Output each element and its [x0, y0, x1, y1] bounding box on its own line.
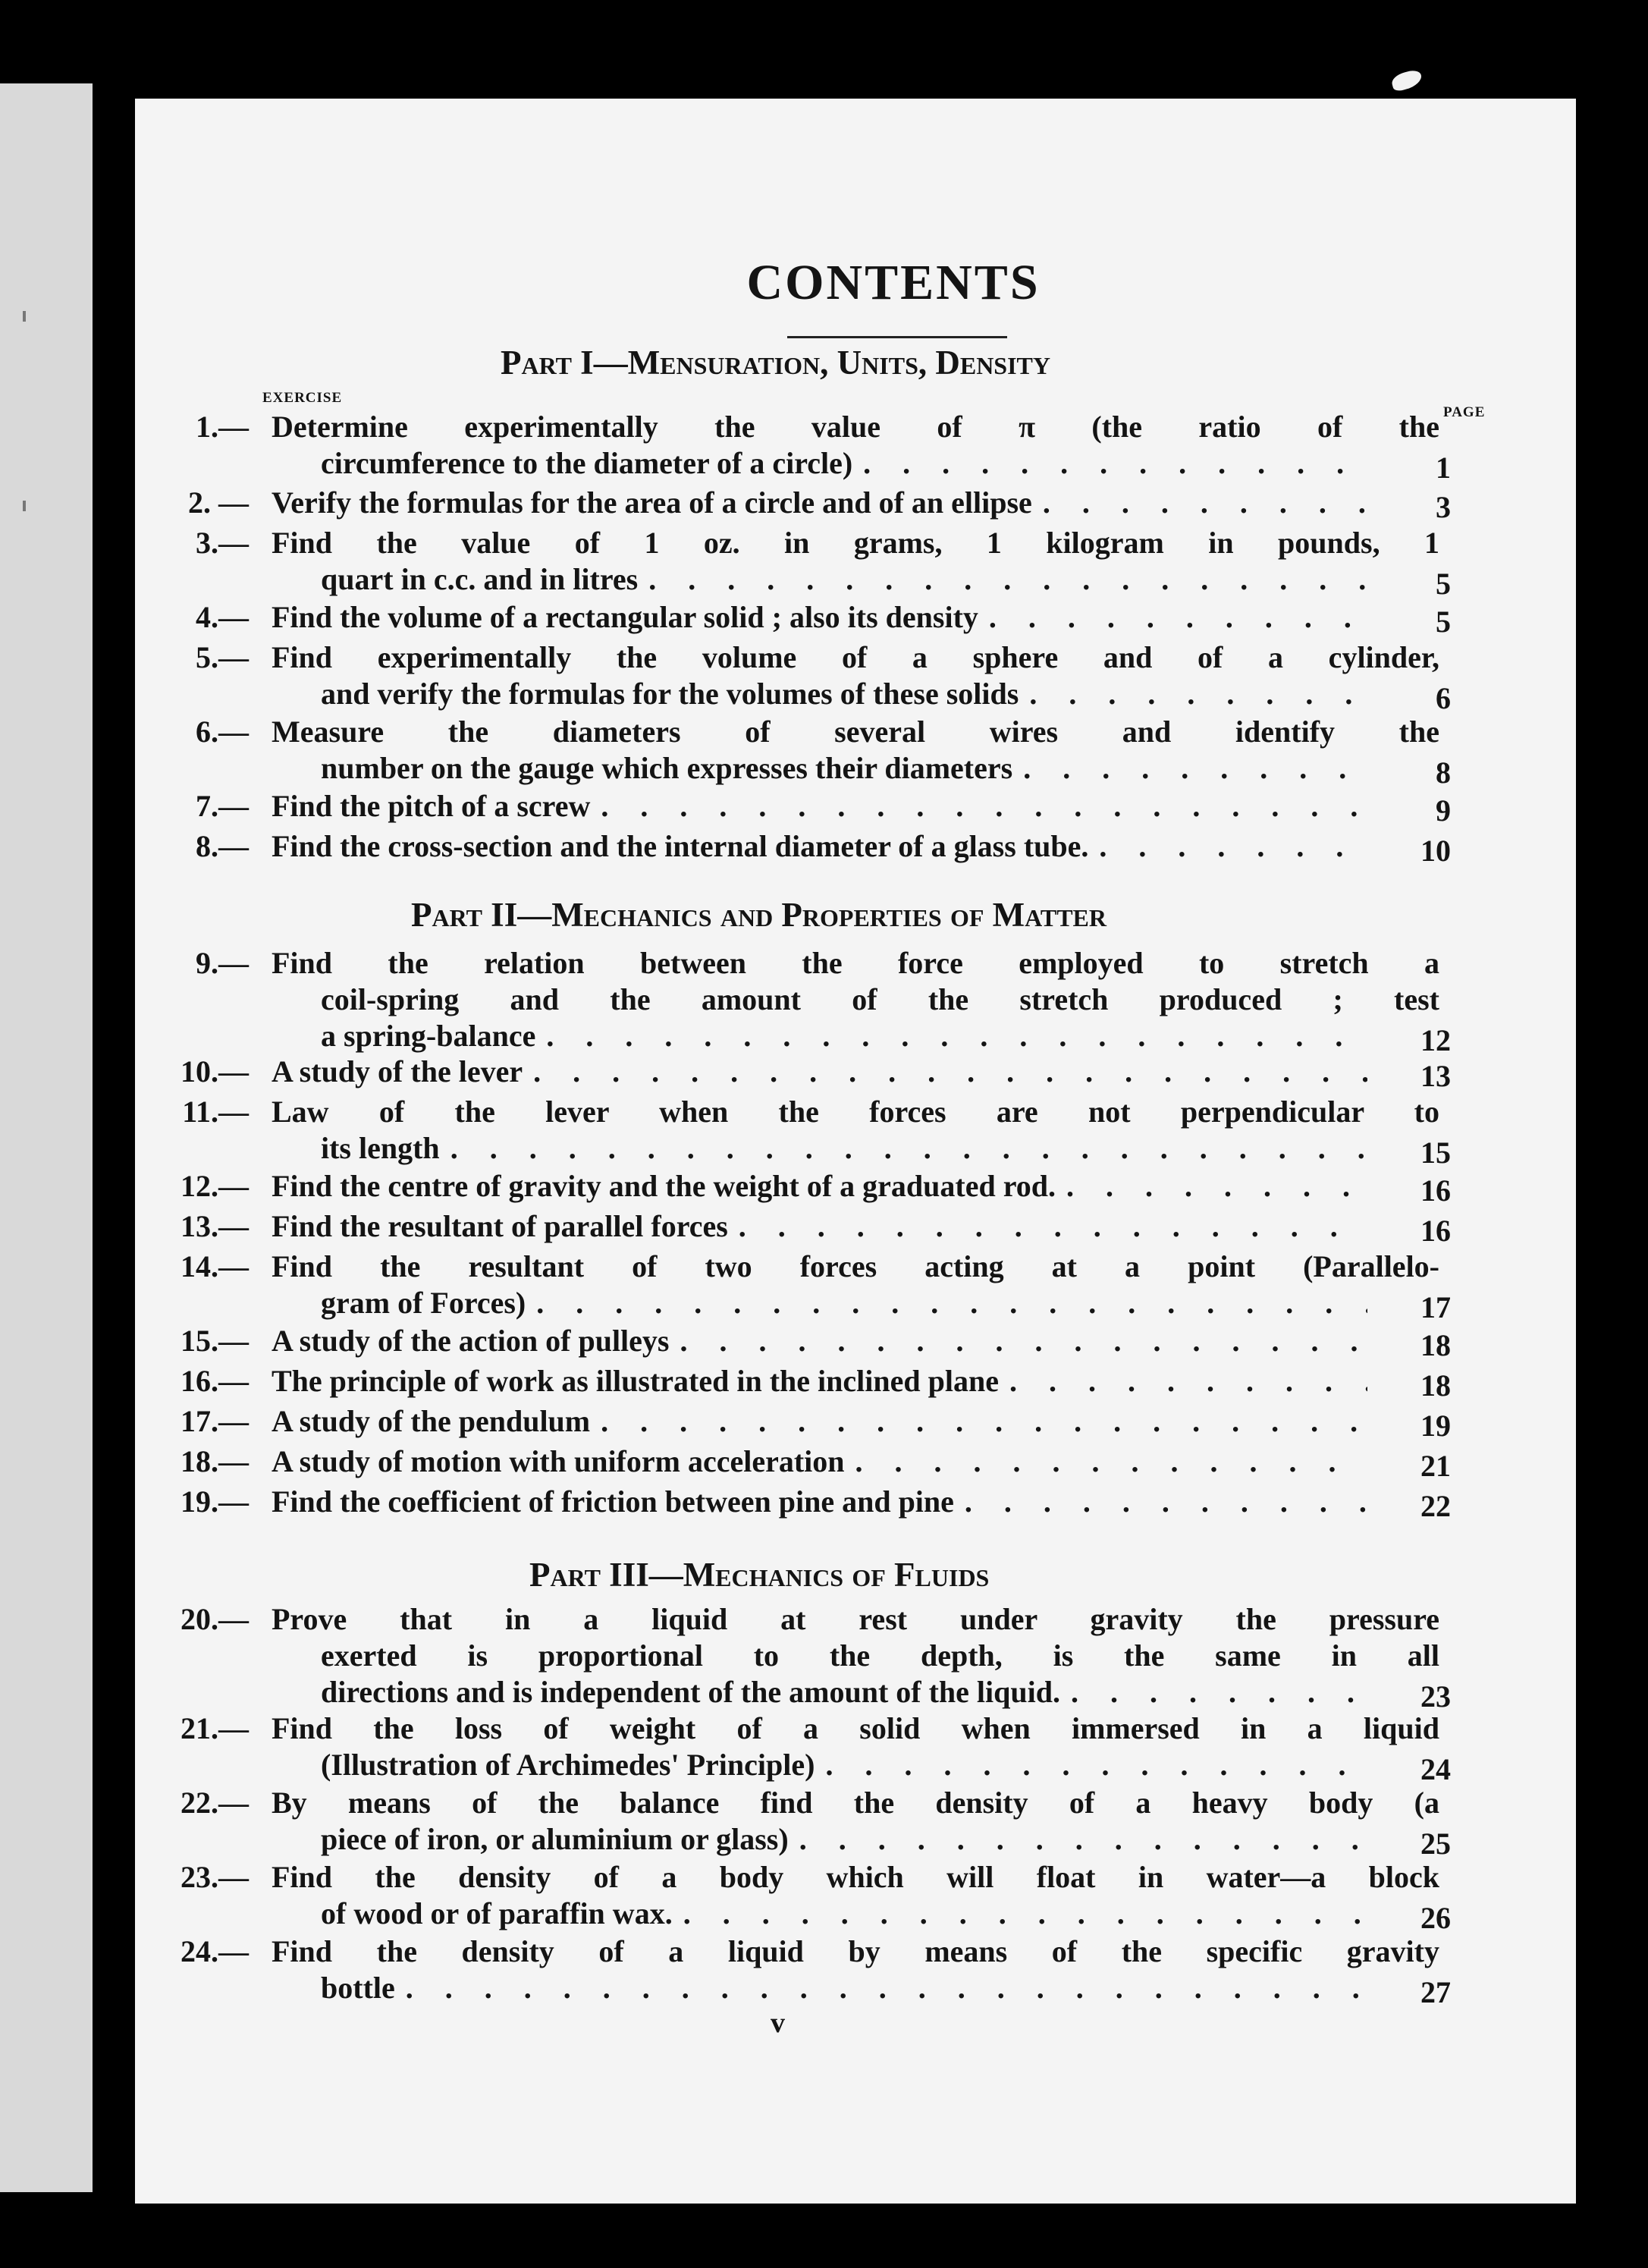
exercise-number: 19.—	[180, 1484, 249, 1519]
exercise-number: 1.—	[196, 410, 249, 444]
toc-entry	[135, 1483, 1576, 1604]
page-number-ref: 19	[1420, 1409, 1451, 1443]
exercise-number: 7.—	[196, 789, 249, 823]
entry-line: Prove that in a liquid at rest under gravity the pressure	[272, 1602, 1439, 1636]
leader-dots	[815, 1746, 1367, 1784]
entry-line	[321, 749, 1367, 787]
entry-line: Measure the diameters of several wires and identify the	[272, 715, 1439, 749]
leader-dots	[590, 787, 1367, 825]
page-number-ref: 17	[1420, 1290, 1451, 1324]
entry-line	[321, 1673, 1367, 1711]
entry-line	[321, 1017, 1367, 1055]
entry-line: Find experimentally the volume of a sphere and of a cylinder,	[272, 640, 1439, 674]
exercise-number: 20.—	[180, 1602, 249, 1636]
entry-text: and verify the formulas for the volumes of these solids	[321, 677, 1019, 711]
leader-dots	[1019, 675, 1367, 713]
entry-line	[272, 1053, 1367, 1091]
page-number-ref: 18	[1420, 1328, 1451, 1362]
entry-line	[321, 1895, 1367, 1933]
page-number-ref: 8	[1436, 755, 1451, 790]
entry-text: a spring-balance	[321, 1019, 536, 1053]
entry-line	[321, 1284, 1367, 1322]
entry-text: Find the resultant of parallel forces	[272, 1209, 728, 1243]
page-number-ref: 6	[1436, 681, 1451, 715]
exercise-number: 6.—	[196, 715, 249, 749]
page-number-ref: 5	[1436, 567, 1451, 601]
exercise-number: 18.—	[180, 1444, 249, 1478]
page-number-ref: 25	[1420, 1827, 1451, 1861]
entry-text: gram of Forces)	[321, 1286, 526, 1320]
exercise-number: 21.—	[180, 1711, 249, 1745]
entry-line	[321, 1129, 1367, 1167]
exercise-number: 4.—	[196, 600, 249, 634]
exercise-number: 9.—	[196, 946, 249, 980]
exercise-number: 3.—	[196, 526, 249, 560]
page-number-ref: 16	[1420, 1214, 1451, 1248]
scan-speck	[1390, 68, 1424, 93]
entry-line: Determine experimentally the value of π (the ratio of the	[272, 410, 1439, 444]
leader-dots	[978, 598, 1367, 636]
entry-line	[272, 828, 1367, 865]
exercise-number: 10.—	[180, 1054, 249, 1088]
leader-dots	[852, 444, 1367, 482]
page-number-ref: 23	[1420, 1679, 1451, 1714]
leader-dots	[1056, 1167, 1367, 1205]
leader-dots	[523, 1053, 1367, 1091]
margin-mark	[23, 311, 26, 322]
exercise-number: 13.—	[180, 1209, 249, 1243]
entry-text: Find the cross-section and the internal diameter of a glass tube.	[272, 829, 1089, 863]
exercise-number: 14.—	[180, 1249, 249, 1283]
entry-line: Find the loss of weight of a solid when immersed in a liquid	[272, 1711, 1439, 1745]
entry-line: By means of the balance find the density of a heavy body (a	[272, 1786, 1439, 1820]
exercise-number: 8.—	[196, 829, 249, 863]
entry-text: quart in c.c. and in litres	[321, 562, 639, 596]
entry-line	[272, 1483, 1367, 1521]
entry-text: Find the pitch of a screw	[272, 789, 591, 823]
leader-dots	[535, 1017, 1367, 1055]
leader-dots	[526, 1284, 1367, 1322]
entry-line: Find the resultant of two forces acting at a point (Parallelo-	[272, 1249, 1439, 1283]
contents-page	[135, 99, 1576, 2204]
entry-text: A study of the lever	[272, 1054, 523, 1088]
entry-text: A study of the action of pulleys	[272, 1324, 670, 1358]
exercise-number: 24.—	[180, 1934, 249, 1968]
page-number-ref: 18	[1420, 1368, 1451, 1403]
leader-dots	[728, 1208, 1367, 1246]
entry-line	[272, 1167, 1367, 1205]
entry-line	[321, 444, 1367, 482]
entry-text: (Illustration of Archimedes' Principle)	[321, 1748, 815, 1782]
exercise-number: 22.—	[180, 1786, 249, 1820]
exercise-number: 12.—	[180, 1169, 249, 1203]
entry-line	[272, 1322, 1367, 1360]
leader-dots	[673, 1895, 1367, 1933]
entry-line: exerted is proportional to the depth, is the same in all	[321, 1638, 1439, 1673]
entry-text: bottle	[321, 1971, 395, 2005]
entry-line	[321, 1969, 1367, 2007]
exercise-number: 23.—	[180, 1860, 249, 1894]
page-number-ref: 10	[1420, 834, 1451, 868]
margin-mark	[23, 501, 26, 511]
entry-line: Find the value of 1 oz. in grams, 1 kilogram in pounds, 1	[272, 526, 1439, 560]
page-title: CONTENTS	[746, 255, 1041, 310]
entry-line: Find the relation between the force employed to stretch a	[272, 946, 1439, 980]
entry-text: A study of the pendulum	[272, 1404, 591, 1438]
page-column-header: PAGE	[1443, 404, 1486, 420]
page-number-ref: 5	[1436, 605, 1451, 639]
toc-entry	[135, 828, 1576, 949]
leader-dots	[440, 1129, 1367, 1167]
entry-line	[272, 1208, 1367, 1246]
exercise-column-header: EXERCISE	[262, 390, 343, 406]
toc-entry	[135, 1600, 1576, 1722]
entry-line: coil-spring and the amount of the stretch produced ; test	[321, 982, 1439, 1016]
entry-text: number on the gauge which expresses their diameters	[321, 751, 1013, 785]
entry-text: circumference to the diameter of a circle)	[321, 446, 853, 480]
page-number-ref: 22	[1420, 1489, 1451, 1523]
leader-dots	[954, 1483, 1367, 1521]
exercise-number: 15.—	[180, 1324, 249, 1358]
page-number-ref: 13	[1420, 1059, 1451, 1093]
part-1-heading: Part I—Mensuration, Units, Density	[501, 344, 1051, 382]
entry-text: A study of motion with uniform acceleration	[272, 1444, 845, 1478]
entry-line	[272, 484, 1367, 522]
page-number-ref: 16	[1420, 1173, 1451, 1208]
entry-text: Verify the formulas for the area of a circle and of an ellipse	[272, 485, 1032, 520]
entry-text: directions and is independent of the amount of the liquid.	[321, 1675, 1060, 1709]
entry-text: Find the centre of gravity and the weight of a graduated rod.	[272, 1169, 1056, 1203]
page-number-ref: 15	[1420, 1136, 1451, 1170]
entry-line: Law of the lever when the forces are not perpendicular to	[272, 1095, 1439, 1129]
page-number-ref: 21	[1420, 1449, 1451, 1483]
page-number-ref: 26	[1420, 1901, 1451, 1935]
entry-line	[272, 787, 1367, 825]
exercise-number: 16.—	[180, 1364, 249, 1398]
part-2-heading: Part II—Mechanics and Properties of Matter	[411, 896, 1107, 934]
page-number-ref: 9	[1436, 793, 1451, 828]
entry-line	[321, 675, 1367, 713]
entry-text: its length	[321, 1131, 440, 1165]
entry-line	[321, 561, 1367, 598]
title-rule	[787, 336, 1007, 338]
entry-text: Find the volume of a rectangular solid ; also its density	[272, 600, 978, 634]
toc-entry	[135, 944, 1576, 1066]
entry-text: Find the coefficient of friction between pine and pine	[272, 1484, 954, 1519]
entry-line: Find the density of a body which will float in water—a block	[272, 1860, 1439, 1894]
exercise-number: 11.—	[182, 1095, 249, 1129]
leader-dots	[845, 1443, 1367, 1481]
entry-text: of wood or of paraffin wax.	[321, 1896, 673, 1930]
entry-line	[321, 1820, 1367, 1858]
leader-dots	[1032, 484, 1367, 522]
entry-line: Find the density of a liquid by means of the specific gravity	[272, 1934, 1439, 1968]
previous-page-edge	[0, 83, 93, 2192]
exercise-number: 2. —	[188, 485, 249, 520]
entry-line	[321, 1746, 1367, 1784]
entry-text: The principle of work as illustrated in the inclined plane	[272, 1364, 999, 1398]
leader-dots	[789, 1820, 1367, 1858]
leader-dots	[395, 1969, 1367, 2007]
entry-line	[272, 1443, 1367, 1481]
entry-line	[272, 1403, 1367, 1440]
exercise-number: 5.—	[196, 640, 249, 674]
leader-dots	[1012, 749, 1367, 787]
entry-text: piece of iron, or aluminium or glass)	[321, 1822, 789, 1856]
page-number-ref: 3	[1436, 490, 1451, 524]
leader-dots	[590, 1403, 1367, 1440]
entry-line	[272, 1362, 1367, 1400]
leader-dots	[670, 1322, 1368, 1360]
entry-line	[272, 598, 1367, 636]
page-number-ref: 24	[1420, 1752, 1451, 1786]
leader-dots	[1060, 1673, 1367, 1711]
leader-dots	[638, 561, 1367, 598]
leader-dots	[1088, 828, 1367, 865]
page-number: v	[771, 2007, 785, 2039]
page-number-ref: 1	[1436, 451, 1451, 485]
part-3-heading: Part III—Mechanics of Fluids	[529, 1556, 990, 1594]
page-number-ref: 12	[1420, 1023, 1451, 1057]
exercise-number: 17.—	[180, 1404, 249, 1438]
toc-entry	[135, 1933, 1576, 2054]
page-number-ref: 27	[1420, 1975, 1451, 2009]
leader-dots	[999, 1362, 1367, 1400]
